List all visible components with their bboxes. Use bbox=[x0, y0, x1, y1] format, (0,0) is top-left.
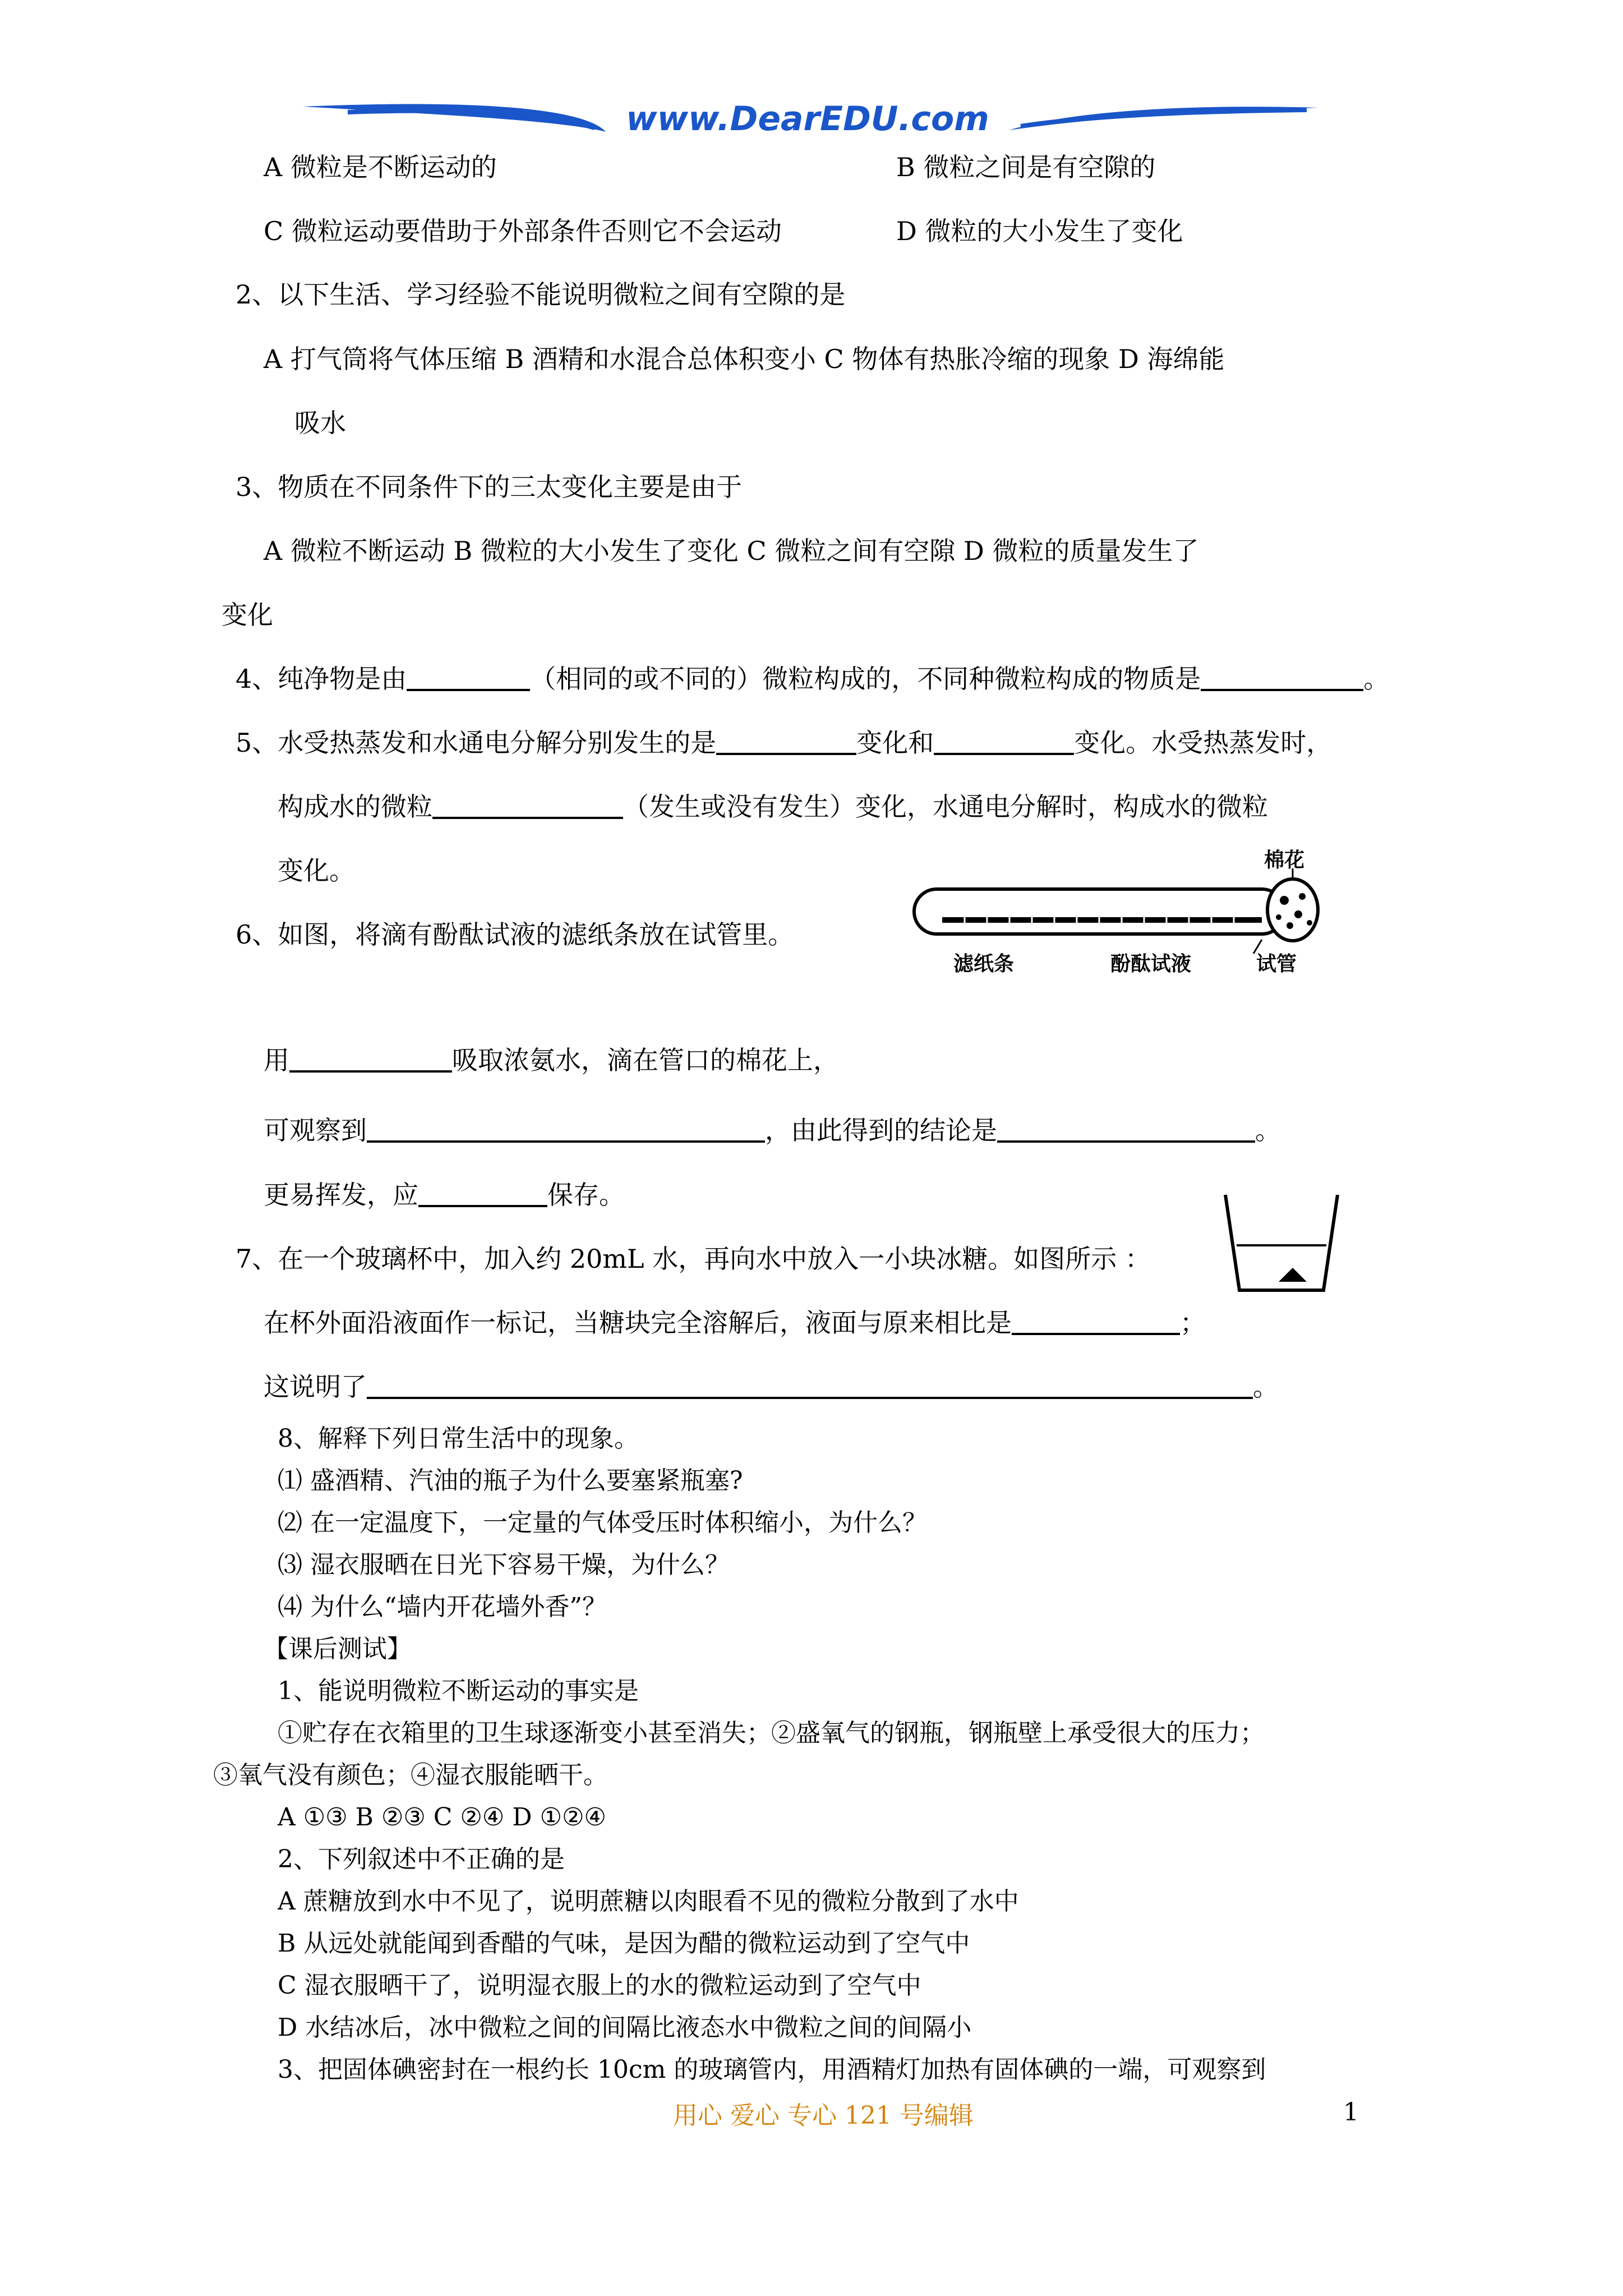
q4-blank-2[interactable] bbox=[1201, 662, 1363, 691]
beaker-icon bbox=[1225, 1195, 1338, 1290]
q6-blank-4[interactable] bbox=[418, 1178, 547, 1207]
test-q2-option-d: D 水结冰后，冰中微粒之间的间隔比液态水中微粒之间的间隔小 bbox=[278, 2013, 972, 2042]
q8-item-3: ⑶ 湿衣服晒在日光下容易干燥，为什么？ bbox=[278, 1550, 730, 1579]
header-logo bbox=[0, 0, 1623, 146]
q5-blank-1[interactable] bbox=[716, 726, 856, 755]
q7-blank-2[interactable] bbox=[367, 1370, 1253, 1399]
q6-line-2: 可观察到 ，由此得到的结论是 。 bbox=[264, 1114, 1281, 1147]
q1-option-b: B 微粒之间是有空隙的 bbox=[896, 152, 1156, 182]
q8-item-2: ⑵ 在一定温度下，一定量的气体受压时体积缩小，为什么？ bbox=[278, 1508, 927, 1537]
q5-line-2: 构成水的微粒 （发生或没有发生）变化，水通电分解时，构成水的微粒 bbox=[278, 790, 1268, 823]
test-q1-line-1: ①贮存在衣箱里的卫生球逐渐变小甚至消失；②盛氧气的钢瓶，钢瓶壁上承受很大的压力； bbox=[278, 1719, 1265, 1747]
q7-line-1: 在杯外面沿液面作一标记，当糖块完全溶解后，液面与原来相比是 ； bbox=[264, 1306, 1206, 1340]
left-swoosh bbox=[303, 104, 606, 132]
q2-stem: 2、以下生活、学习经验不能说明微粒之间有空隙的是 bbox=[236, 279, 846, 310]
q5-line-1: 5、水受热蒸发和水通电分解分别发生的是 变化和 变化。水受热蒸发时， bbox=[236, 726, 1332, 760]
sugar-lump-icon bbox=[1279, 1268, 1307, 1282]
test-q2-option-a: A 蔗糖放到水中不见了，说明蔗糖以肉眼看不见的微粒分散到了水中 bbox=[278, 1887, 1019, 1916]
test-q1-line-2: ③氧气没有颜色；④湿衣服能晒干。 bbox=[213, 1761, 608, 1789]
q7-blank-1[interactable] bbox=[1012, 1306, 1180, 1335]
site-url: www.DearEDU.com bbox=[626, 99, 989, 139]
q6-stem: 6、如图，将滴有酚酞试液的滤纸条放在试管里。 bbox=[236, 919, 794, 950]
q1-option-a: A 微粒是不断运动的 bbox=[264, 152, 497, 182]
q6-blank-2[interactable] bbox=[367, 1114, 765, 1143]
test-q1-options: A ①③ B ②③ C ②④ D ①②④ bbox=[278, 1803, 606, 1832]
q1-option-c: C 微粒运动要借助于外部条件否则它不会运动 bbox=[264, 216, 782, 246]
q7-line-2: 这说明了 。 bbox=[264, 1370, 1279, 1404]
q4-blank-1[interactable] bbox=[407, 662, 530, 691]
q3-options-cont: 变化 bbox=[222, 600, 273, 630]
test-q2-option-c: C 湿衣服晒干了，说明湿衣服上的水的微粒运动到了空气中 bbox=[278, 1971, 921, 2000]
q6-blank-3[interactable] bbox=[997, 1114, 1255, 1143]
q8-item-4: ⑷ 为什么“墙内开花墙外香”？ bbox=[278, 1593, 607, 1621]
q6-blank-1[interactable] bbox=[289, 1043, 452, 1073]
q6-line-3: 更易挥发，应 保存。 bbox=[264, 1178, 625, 1212]
q7-stem: 7、在一个玻璃杯中，加入约 20mL 水，再向水中放入一小块冰糖。如图所示 ： bbox=[236, 1244, 1151, 1274]
test-q3-stem: 3、把固体碘密封在一根约长 10cm 的玻璃管内，用酒精灯加热有固体碘的一端，可观察到 bbox=[278, 2055, 1266, 2084]
q5-blank-3[interactable] bbox=[432, 790, 623, 819]
q3-stem: 3、物质在不同条件下的三太变化主要是由于 bbox=[236, 472, 743, 502]
q3-options: A 微粒不断运动 B 微粒的大小发生了变化 C 微粒之间有空隙 D 微粒的质量发生了 bbox=[264, 536, 1199, 566]
test-q1-stem: 1、能说明微粒不断运动的事实是 bbox=[278, 1677, 639, 1705]
q8-item-1: ⑴ 盛酒精、汽油的瓶子为什么要塞紧瓶塞? bbox=[278, 1466, 743, 1495]
page-number: 1 bbox=[1343, 2098, 1359, 2127]
q5-blank-2[interactable] bbox=[934, 726, 1074, 755]
footer-text: 用心 爱心 专心 121 号编辑 bbox=[673, 2101, 974, 2130]
q2-options-cont: 吸水 bbox=[294, 408, 346, 438]
q6-line-1: 用 吸取浓氨水，滴在管口的棉花上， bbox=[264, 1043, 839, 1077]
test-tube-icon bbox=[914, 889, 1284, 934]
label-phenolphthalein: 酚酞试液 bbox=[1110, 953, 1192, 976]
q5-line-3: 变化。 bbox=[278, 855, 355, 886]
q2-options: A 打气筒将气体压缩 B 酒精和水混合总体积变小 C 物体有热胀冷缩的现象 D 海绵能 bbox=[264, 344, 1225, 374]
label-filter-paper: 滤纸条 bbox=[953, 953, 1015, 976]
test-q2-option-b: B 从远处就能闻到香醋的气味，是因为醋的微粒运动到了空气中 bbox=[278, 1929, 970, 1958]
label-test-tube: 试管 bbox=[1256, 953, 1297, 976]
test-tube-figure bbox=[897, 841, 1346, 987]
test-heading: 【课后测试】 bbox=[264, 1635, 412, 1663]
q1-option-d: D 微粒的大小发生了变化 bbox=[896, 216, 1183, 246]
label-cotton: 棉花 bbox=[1264, 849, 1305, 872]
beaker-figure bbox=[1217, 1189, 1346, 1296]
test-q2-stem: 2、下列叙述中不正确的是 bbox=[278, 1845, 565, 1874]
q4-line: 4、纯净物是由 （相同的或不同的）微粒构成的，不同种微粒构成的物质是 。 bbox=[236, 662, 1389, 696]
cotton-plug-icon bbox=[1267, 879, 1318, 941]
q8-stem: 8、解释下列日常生活中的现象。 bbox=[278, 1424, 639, 1453]
